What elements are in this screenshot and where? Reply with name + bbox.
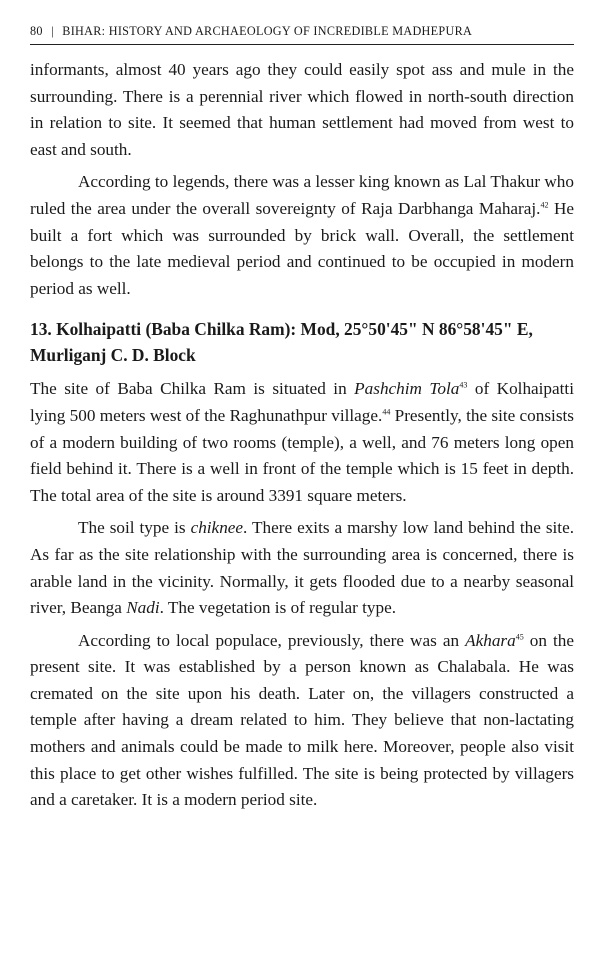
running-title: BIHAR: HISTORY AND ARCHAEOLOGY OF INCREDIBLE MADHEPURA <box>62 24 473 38</box>
paragraph-3-text-c: Presently, the site consists of a modern building of two rooms (temple), a well, and 76 meters long open field behind it. There is a well in front of the temple which is 15 feet in depth. The total area of the site is around 3391 square meters. <box>30 405 574 505</box>
term-nadi: Nadi <box>126 598 160 618</box>
body-text <box>30 57 574 814</box>
header-rule <box>30 44 574 45</box>
paragraph-1 <box>30 57 574 163</box>
term-akhara: Akhara <box>465 630 516 650</box>
footnote-ref-43: 43 <box>459 380 468 390</box>
book-page <box>30 24 574 814</box>
paragraph-3-text-a: The site of Baba Chilka Ram is situated in <box>30 379 355 399</box>
paragraph-5-text-a: According to local populace, previously, there was an <box>78 630 466 650</box>
paragraph-3-text-b: of Kolhaipatti lying 500 meters west of the Raghunathpur village. <box>30 379 574 425</box>
paragraph-4-text-c: . The vegetation is of regular type. <box>159 598 397 618</box>
paragraph-3 <box>30 376 574 509</box>
paragraph-2 <box>30 169 574 302</box>
term-pashchim-tola: Pashchim Tola <box>354 379 460 399</box>
paragraph-5 <box>30 628 574 814</box>
header-separator: | <box>51 24 54 38</box>
paragraph-4-text-a: The soil type is <box>78 518 191 538</box>
page-number: 80 <box>30 24 43 38</box>
paragraph-1-text: informants, almost 40 years ago they could easily spot ass and mule in the surrounding. There is a perennial river which flowed in north-south direction in relation to site. It seemed that human settlement had moved from west to east and south. <box>30 60 574 159</box>
term-chiknee: chiknee <box>190 518 244 538</box>
section-heading: 13. Kolhaipatti (Baba Chilka Ram): Mod, 25°50'45" N 86°58'45" E, Murliganj C. D. Block <box>30 319 533 366</box>
paragraph-4-text-b: . There exits a marshy low land behind the site. As far as the site relationship with the surrounding area is concerned, there is arable land in the vicinity. Normally, it gets flooded due to a nearby seasonal river, Beanga <box>30 518 574 618</box>
paragraph-5-text-b: on the present site. It was established by a person known as Chalabala. He was cremated on the site upon his death. Later on, the villagers constructed a temple after having a dream related to him. They believe that non-lactating mothers and animals could be made to milk here. Moreover, people also visit this place to get other wishes fulfilled. The site is being protected by villagers and a caretaker. It is a modern period site. <box>30 630 574 810</box>
footnote-ref-42: 42 <box>540 200 549 210</box>
running-header <box>30 24 574 44</box>
paragraph-4 <box>30 515 574 621</box>
paragraph-2-text-b: He built a fort which was surrounded by brick wall. Overall, the settlement belongs to the late medieval period and continued to be occupied in modern period as well. <box>30 198 574 298</box>
footnote-ref-44: 44 <box>382 407 391 417</box>
paragraph-2-text-a: According to legends, there was a lesser king known as Lal Thakur who ruled the area under the overall sovereignty of Raja Darbhanga Maharaj. <box>30 172 574 218</box>
footnote-ref-45: 45 <box>515 631 524 641</box>
